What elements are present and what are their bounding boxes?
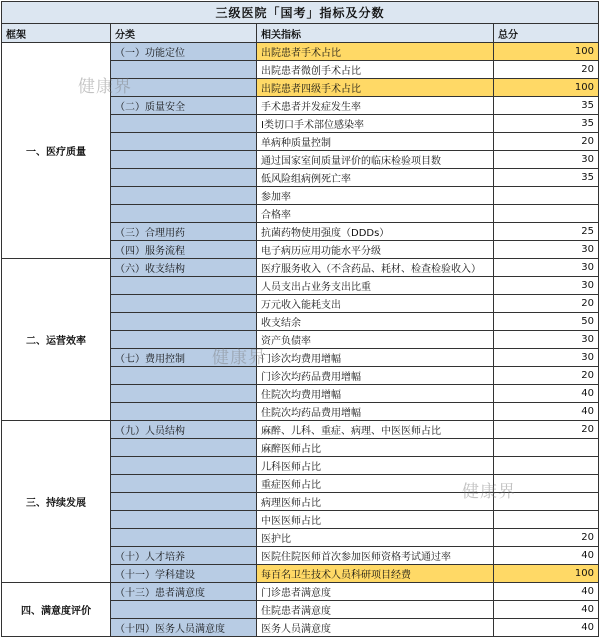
category-cell[interactable]: （一）功能定位: [111, 43, 257, 61]
table-row: [2, 43, 599, 61]
category-cell[interactable]: [111, 133, 257, 151]
indicator-cell[interactable]: 每百名卫生技术人员科研项目经费: [257, 565, 494, 583]
score-cell[interactable]: 40: [494, 601, 599, 619]
score-cell[interactable]: 30: [494, 259, 599, 277]
category-cell[interactable]: [111, 475, 257, 493]
header-indicator[interactable]: 相关指标: [257, 24, 494, 43]
indicator-cell[interactable]: 通过国家室间质量评价的临床检验项目数: [257, 151, 494, 169]
category-cell[interactable]: （九）人员结构: [111, 421, 257, 439]
score-cell[interactable]: [494, 475, 599, 493]
watermark-text: 健康界: [212, 348, 266, 368]
indicator-cell[interactable]: 出院患者手术占比: [257, 43, 494, 61]
score-cell[interactable]: 20: [494, 421, 599, 439]
category-cell[interactable]: [111, 313, 257, 331]
watermark-text: 健康界: [462, 482, 516, 502]
indicator-cell[interactable]: 万元收入能耗支出: [257, 295, 494, 313]
category-cell[interactable]: （七）费用控制: [111, 349, 257, 367]
category-cell[interactable]: [111, 187, 257, 205]
category-cell[interactable]: [111, 403, 257, 421]
indicator-cell[interactable]: 中医医师占比: [257, 511, 494, 529]
indicator-cell[interactable]: 资产负债率: [257, 331, 494, 349]
indicator-cell[interactable]: 出院患者四级手术占比: [257, 79, 494, 97]
header-score[interactable]: 总分: [494, 24, 599, 43]
header-frame[interactable]: 框架: [2, 24, 111, 43]
indicator-cell[interactable]: I类切口手术部位感染率: [257, 115, 494, 133]
category-cell[interactable]: （三）合理用药: [111, 223, 257, 241]
indicator-cell[interactable]: 抗菌药物使用强度（DDDs）: [257, 223, 494, 241]
category-cell[interactable]: [111, 367, 257, 385]
score-cell[interactable]: 100: [494, 565, 599, 583]
category-cell[interactable]: [111, 277, 257, 295]
category-cell[interactable]: （六）收支结构: [111, 259, 257, 277]
category-cell[interactable]: [111, 457, 257, 475]
indicator-cell[interactable]: 出院患者微创手术占比: [257, 61, 494, 79]
indicator-cell[interactable]: 医院住院医师首次参加医师资格考试通过率: [257, 547, 494, 565]
indicator-cell[interactable]: 医疗服务收入（不含药品、耗材、检查检验收入）: [257, 259, 494, 277]
table-row: [2, 259, 599, 277]
indicator-cell[interactable]: 重症医师占比: [257, 475, 494, 493]
category-cell[interactable]: [111, 529, 257, 547]
score-cell[interactable]: [494, 493, 599, 511]
score-cell[interactable]: 30: [494, 331, 599, 349]
category-cell[interactable]: [111, 61, 257, 79]
indicator-cell[interactable]: 单病种质量控制: [257, 133, 494, 151]
category-cell[interactable]: [111, 205, 257, 223]
indicator-cell[interactable]: 病理医师占比: [257, 493, 494, 511]
category-cell[interactable]: [111, 79, 257, 97]
table-row: [2, 421, 599, 439]
category-cell[interactable]: （十一）学科建设: [111, 565, 257, 583]
header-row: [2, 24, 599, 43]
category-cell[interactable]: [111, 511, 257, 529]
category-cell[interactable]: [111, 169, 257, 187]
indicator-cell[interactable]: 住院次均费用增幅: [257, 385, 494, 403]
watermark-text: 健康界: [78, 77, 132, 97]
score-cell[interactable]: 25: [494, 223, 599, 241]
indicator-cell[interactable]: 参加率: [257, 187, 494, 205]
frame-cell[interactable]: 二、运营效率: [2, 259, 111, 421]
score-cell[interactable]: [494, 187, 599, 205]
score-cell[interactable]: 20: [494, 529, 599, 547]
score-cell[interactable]: 20: [494, 61, 599, 79]
category-cell[interactable]: [111, 151, 257, 169]
indicator-table: [1, 1, 599, 637]
indicator-cell[interactable]: 低风险组病例死亡率: [257, 169, 494, 187]
score-cell[interactable]: 20: [494, 367, 599, 385]
score-cell[interactable]: 40: [494, 547, 599, 565]
indicator-cell[interactable]: 住院患者满意度: [257, 601, 494, 619]
indicator-cell[interactable]: 人员支出占业务支出比重: [257, 277, 494, 295]
score-cell[interactable]: 40: [494, 403, 599, 421]
indicator-cell[interactable]: 医护比: [257, 529, 494, 547]
score-cell[interactable]: 40: [494, 619, 599, 637]
score-cell[interactable]: 40: [494, 385, 599, 403]
score-cell[interactable]: 30: [494, 151, 599, 169]
category-cell[interactable]: （四）服务流程: [111, 241, 257, 259]
indicator-cell[interactable]: 麻醉医师占比: [257, 439, 494, 457]
indicator-cell[interactable]: 电子病历应用功能水平分级: [257, 241, 494, 259]
score-cell[interactable]: 100: [494, 43, 599, 61]
table-row: [2, 583, 599, 601]
category-cell[interactable]: [111, 493, 257, 511]
category-cell[interactable]: （十四）医务人员满意度: [111, 619, 257, 637]
category-cell[interactable]: [111, 115, 257, 133]
frame-cell[interactable]: 三、持续发展: [2, 421, 111, 583]
score-cell[interactable]: 30: [494, 349, 599, 367]
indicator-cell[interactable]: 收支结余: [257, 313, 494, 331]
score-cell[interactable]: 30: [494, 277, 599, 295]
indicator-cell[interactable]: 麻醉、儿科、重症、病理、中医医师占比: [257, 421, 494, 439]
indicator-cell[interactable]: 门诊患者满意度: [257, 583, 494, 601]
indicator-cell[interactable]: 门诊次均药品费用增幅: [257, 367, 494, 385]
category-cell[interactable]: （十三）患者满意度: [111, 583, 257, 601]
score-cell[interactable]: 35: [494, 169, 599, 187]
category-cell[interactable]: [111, 385, 257, 403]
score-cell[interactable]: 35: [494, 115, 599, 133]
table-title: 三级医院「国考」指标及分数: [2, 2, 599, 24]
indicator-cell[interactable]: 手术患者并发症发生率: [257, 97, 494, 115]
category-cell[interactable]: [111, 601, 257, 619]
category-cell[interactable]: （二）质量安全: [111, 97, 257, 115]
score-cell[interactable]: 50: [494, 313, 599, 331]
category-cell[interactable]: [111, 331, 257, 349]
category-cell[interactable]: [111, 439, 257, 457]
score-cell[interactable]: [494, 439, 599, 457]
score-cell[interactable]: 20: [494, 133, 599, 151]
score-cell[interactable]: 40: [494, 583, 599, 601]
indicator-cell[interactable]: 门诊次均费用增幅: [257, 349, 494, 367]
score-cell[interactable]: [494, 457, 599, 475]
score-cell[interactable]: [494, 205, 599, 223]
frame-cell[interactable]: 一、医疗质量: [2, 43, 111, 259]
score-cell[interactable]: 20: [494, 295, 599, 313]
frame-cell[interactable]: 四、满意度评价: [2, 583, 111, 637]
indicator-cell[interactable]: 儿科医师占比: [257, 457, 494, 475]
indicator-cell[interactable]: 医务人员满意度: [257, 619, 494, 637]
score-cell[interactable]: [494, 511, 599, 529]
indicator-cell[interactable]: 合格率: [257, 205, 494, 223]
category-cell[interactable]: [111, 295, 257, 313]
score-cell[interactable]: 100: [494, 79, 599, 97]
category-cell[interactable]: （十）人才培养: [111, 547, 257, 565]
header-category[interactable]: 分类: [111, 24, 257, 43]
score-cell[interactable]: 35: [494, 97, 599, 115]
score-cell[interactable]: 30: [494, 241, 599, 259]
indicator-cell[interactable]: 住院次均药品费用增幅: [257, 403, 494, 421]
title-row: [2, 2, 599, 24]
